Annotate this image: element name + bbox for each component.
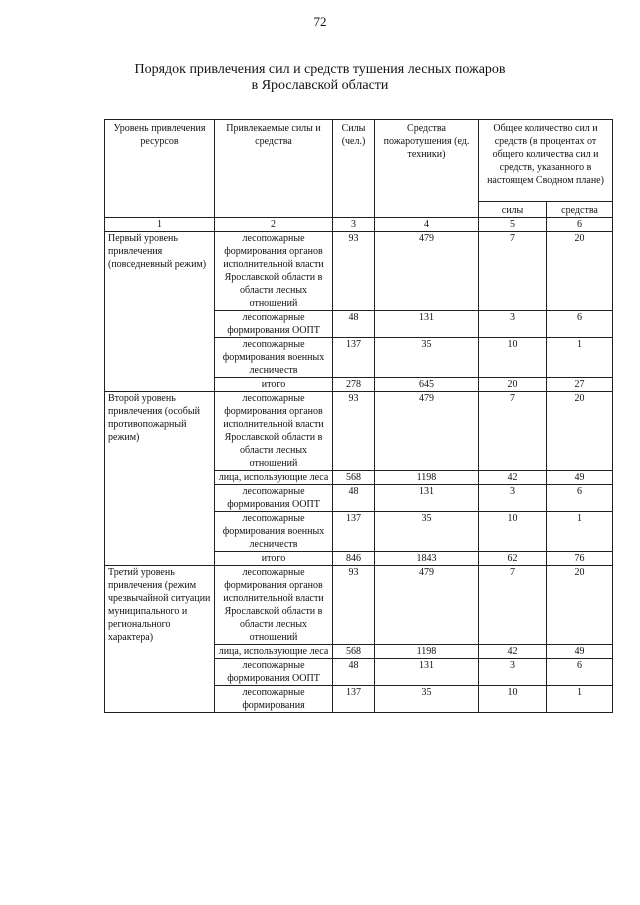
pct-means-cell: 6 <box>547 659 613 686</box>
people-cell: 846 <box>333 552 375 566</box>
forces-cell: итого <box>215 552 333 566</box>
equipment-cell: 131 <box>375 485 479 512</box>
forces-cell: лесопожарные формирования органов исполнительной власти Ярославской области в области лесных отношений <box>215 392 333 471</box>
equipment-cell: 479 <box>375 392 479 471</box>
forces-cell: лесопожарные формирования органов исполнительной власти Ярославской области в области лесных отношений <box>215 232 333 311</box>
people-cell: 93 <box>333 232 375 311</box>
pct-means-cell: 6 <box>547 485 613 512</box>
header-total-percent: Общее количество сил и средств (в процентах от общего количества сил и средств, указанного в настоящем Сводном плане) <box>479 120 613 202</box>
pct-forces-cell: 3 <box>479 485 547 512</box>
index-cell: 1 <box>105 218 215 232</box>
equipment-cell: 131 <box>375 659 479 686</box>
page-number: 72 <box>313 14 327 29</box>
equipment-cell: 35 <box>375 338 479 378</box>
index-cell: 6 <box>547 218 613 232</box>
header-people: Силы (чел.) <box>333 120 375 218</box>
pct-means-cell: 1 <box>547 512 613 552</box>
forces-cell: лесопожарные формирования органов исполнительной власти Ярославской области в области лесных отношений <box>215 566 333 645</box>
pct-forces-cell: 42 <box>479 645 547 659</box>
people-cell: 568 <box>333 645 375 659</box>
forces-cell: лесопожарные формирования военных лесничеств <box>215 338 333 378</box>
pct-forces-cell: 7 <box>479 566 547 645</box>
document-title <box>0 62 640 94</box>
people-cell: 278 <box>333 378 375 392</box>
pct-means-cell: 1 <box>547 338 613 378</box>
resources-table <box>104 119 613 713</box>
equipment-cell: 1198 <box>375 645 479 659</box>
forces-cell: лесопожарные формирования военных лесничеств <box>215 512 333 552</box>
equipment-cell: 1843 <box>375 552 479 566</box>
people-cell: 48 <box>333 311 375 338</box>
pct-means-cell: 1 <box>547 686 613 713</box>
forces-cell: итого <box>215 378 333 392</box>
pct-forces-cell: 3 <box>479 311 547 338</box>
forces-cell: лица, использующие леса <box>215 645 333 659</box>
header-equipment: Средства пожаротушения (ед. техники) <box>375 120 479 218</box>
people-cell: 137 <box>333 512 375 552</box>
index-cell: 5 <box>479 218 547 232</box>
forces-cell: лесопожарные формирования ООПТ <box>215 659 333 686</box>
people-cell: 568 <box>333 471 375 485</box>
pct-forces-cell: 20 <box>479 378 547 392</box>
pct-forces-cell: 7 <box>479 232 547 311</box>
people-cell: 137 <box>333 686 375 713</box>
equipment-cell: 35 <box>375 512 479 552</box>
resources-table-container <box>104 119 612 713</box>
pct-forces-cell: 10 <box>479 686 547 713</box>
pct-means-cell: 49 <box>547 645 613 659</box>
pct-means-cell: 6 <box>547 311 613 338</box>
pct-forces-cell: 3 <box>479 659 547 686</box>
level-cell: Первый уровень привлечения (повседневный режим) <box>105 232 215 392</box>
pct-forces-cell: 10 <box>479 512 547 552</box>
pct-forces-cell: 7 <box>479 392 547 471</box>
pct-means-cell: 20 <box>547 232 613 311</box>
forces-cell: лесопожарные формирования ООПТ <box>215 311 333 338</box>
pct-means-cell: 27 <box>547 378 613 392</box>
people-cell: 48 <box>333 485 375 512</box>
pct-forces-cell: 42 <box>479 471 547 485</box>
index-row <box>105 218 613 232</box>
equipment-cell: 35 <box>375 686 479 713</box>
pct-forces-cell: 10 <box>479 338 547 378</box>
people-cell: 48 <box>333 659 375 686</box>
equipment-cell: 479 <box>375 566 479 645</box>
equipment-cell: 645 <box>375 378 479 392</box>
people-cell: 137 <box>333 338 375 378</box>
index-cell: 2 <box>215 218 333 232</box>
forces-cell: лесопожарные формирования <box>215 686 333 713</box>
forces-cell: лесопожарные формирования ООПТ <box>215 485 333 512</box>
pct-means-cell: 20 <box>547 392 613 471</box>
title-line-1: Порядок привлечения сил и средств тушения лесных пожаров <box>134 62 506 77</box>
index-cell: 4 <box>375 218 479 232</box>
header-pct-forces: силы <box>479 202 547 218</box>
level-cell: Третий уровень привлечения (режим чрезвычайной ситуации муниципального и регионального характера) <box>105 566 215 713</box>
level-cell: Второй уровень привлечения (особый противопожарный режим) <box>105 392 215 566</box>
pct-means-cell: 76 <box>547 552 613 566</box>
equipment-cell: 1198 <box>375 471 479 485</box>
pct-means-cell: 49 <box>547 471 613 485</box>
header-pct-means: средства <box>547 202 613 218</box>
table-row <box>105 232 613 311</box>
title-line-2: в Ярославской области <box>251 78 389 93</box>
equipment-cell: 131 <box>375 311 479 338</box>
people-cell: 93 <box>333 392 375 471</box>
pct-forces-cell: 62 <box>479 552 547 566</box>
header-forces: Привлекаемые силы и средства <box>215 120 333 218</box>
equipment-cell: 479 <box>375 232 479 311</box>
index-cell: 3 <box>333 218 375 232</box>
people-cell: 93 <box>333 566 375 645</box>
pct-means-cell: 20 <box>547 566 613 645</box>
header-level: Уровень привлечения ресурсов <box>105 120 215 218</box>
table-row <box>105 566 613 645</box>
forces-cell: лица, использующие леса <box>215 471 333 485</box>
table-row <box>105 392 613 471</box>
